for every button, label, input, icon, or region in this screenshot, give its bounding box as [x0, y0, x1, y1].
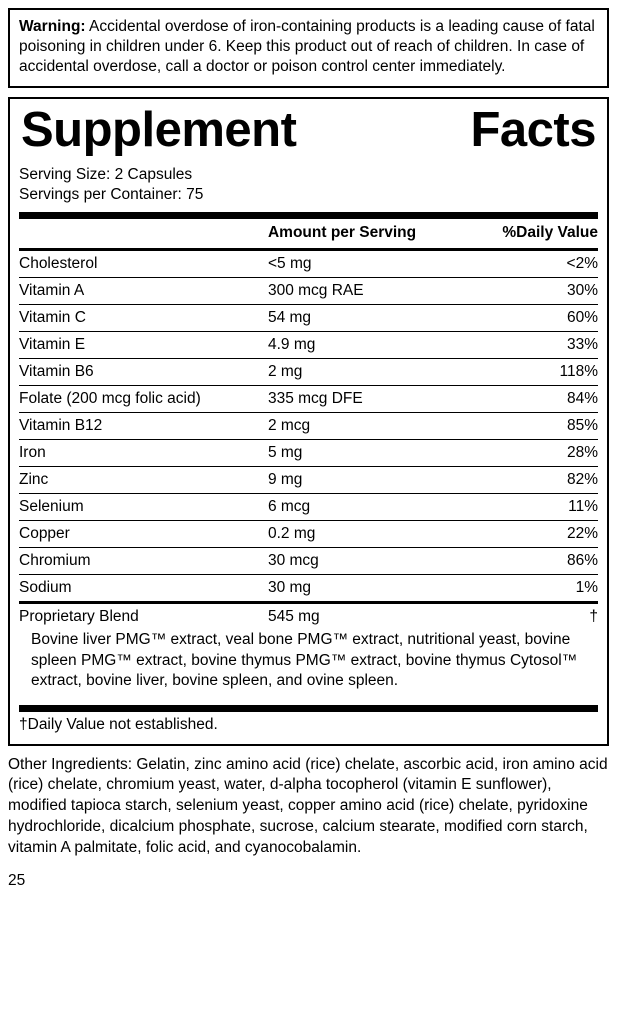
- title-word-facts: Facts: [470, 103, 596, 158]
- table-row: [19, 251, 598, 278]
- supplement-facts-title: [19, 103, 598, 158]
- nutrient-amount: 6 mcg: [268, 494, 465, 521]
- header-daily-value: %Daily Value: [502, 224, 598, 242]
- serving-info: [19, 165, 598, 205]
- proprietary-blend-table: [19, 604, 598, 630]
- nutrient-daily-value: 118%: [465, 359, 598, 386]
- header-amount-per-serving: Amount per Serving: [267, 224, 417, 242]
- proprietary-blend-body: [19, 604, 598, 630]
- nutrient-name: Zinc: [19, 467, 268, 494]
- table-row: [19, 386, 598, 413]
- nutrient-amount: <5 mg: [267, 255, 312, 273]
- nutrient-amount: 335 mcg DFE: [268, 386, 465, 413]
- header-nutrient: [19, 219, 268, 248]
- nutrition-table: [19, 219, 598, 248]
- daily-value-footnote: †Daily Value not established.: [19, 715, 218, 733]
- table-row: [19, 548, 598, 575]
- nutrient-amount: 9 mg: [268, 467, 465, 494]
- table-header-row: [19, 219, 598, 248]
- nutrient-amount: 30 mcg: [268, 548, 465, 575]
- warning-label: Warning:: [19, 18, 86, 35]
- nutrition-table-body: [19, 251, 598, 601]
- nutrient-daily-value: 85%: [465, 413, 598, 440]
- table-row: [19, 305, 598, 332]
- table-row: [19, 521, 598, 548]
- nutrient-amount: 54 mg: [268, 305, 465, 332]
- nutrient-daily-value: 82%: [465, 467, 598, 494]
- nutrient-daily-value: 22%: [465, 521, 598, 548]
- proprietary-blend-name: Proprietary Blend: [19, 608, 139, 626]
- nutrient-daily-value: 1%: [465, 575, 598, 602]
- other-ingredients: Other Ingredients: Gelatin, zinc amino acid (rice) chelate, ascorbic acid, iron amino acid (rice) chelate, chromium yeast, water, d-alpha tocopherol (vitamin E sunflower), modified tapioca starch, selenium yeast, copper amino acid (rice) chelate, pyridoxine hydrochloride, dicalcium phosphate, sucrose, calcium stearate, modified corn starch, vitamin A palmitate, folic acid, and cyanocobalamin.: [8, 755, 608, 856]
- table-row: [19, 467, 598, 494]
- nutrient-name: Cholesterol: [19, 255, 98, 273]
- nutrient-amount: 2 mg: [268, 359, 465, 386]
- nutrient-amount: 5 mg: [268, 440, 465, 467]
- proprietary-blend-amount: 545 mg: [267, 608, 320, 626]
- proprietary-blend-daily-value: †: [589, 608, 598, 626]
- thick-divider-bottom: [19, 705, 598, 712]
- nutrient-name: Copper: [19, 521, 268, 548]
- servings-per-container: Servings per Container: 75: [19, 186, 204, 203]
- nutrient-name: Vitamin A: [19, 278, 268, 305]
- nutrient-name: Chromium: [19, 548, 268, 575]
- warning-text: Accidental overdose of iron-containing products is a leading cause of fatal poisoning in children under 6. Keep this product out of reach of children. In case of accidental overdose, call a doctor or poison control center immediately.: [19, 18, 595, 76]
- nutrient-name: Vitamin C: [19, 305, 268, 332]
- nutrient-name: Vitamin B12: [19, 413, 268, 440]
- supplement-facts-panel: [8, 97, 609, 745]
- nutrient-daily-value: 84%: [465, 386, 598, 413]
- nutrient-amount: 0.2 mg: [268, 521, 465, 548]
- nutrient-amount: 4.9 mg: [268, 332, 465, 359]
- table-row: [19, 575, 598, 602]
- table-row: [19, 332, 598, 359]
- nutrient-daily-value: 28%: [465, 440, 598, 467]
- title-word-supplement: Supplement: [21, 103, 297, 158]
- table-row: [19, 359, 598, 386]
- nutrient-rows-table: [19, 251, 598, 601]
- nutrient-name: Sodium: [19, 575, 268, 602]
- proprietary-blend-row: [19, 604, 598, 630]
- nutrient-daily-value: 86%: [465, 548, 598, 575]
- thick-divider-top: [19, 212, 598, 219]
- nutrient-name: Folate (200 mcg folic acid): [19, 386, 268, 413]
- nutrient-daily-value: <2%: [566, 255, 598, 273]
- nutrient-name: Iron: [19, 440, 268, 467]
- nutrient-name: Vitamin E: [19, 332, 268, 359]
- proprietary-blend-description: Bovine liver PMG™ extract, veal bone PMG™ extract, nutritional yeast, bovine spleen PMG™ extract, bovine thymus PMG™ extract, bovine thymus Cytosol™ extract, bovine liver, bovine spleen, and ovine spleen.: [31, 631, 578, 690]
- table-row: [19, 494, 598, 521]
- page-number: 25: [8, 872, 26, 890]
- nutrient-daily-value: 30%: [465, 278, 598, 305]
- nutrient-amount: 30 mg: [268, 575, 465, 602]
- nutrient-daily-value: 11%: [465, 494, 598, 521]
- nutrient-daily-value: 60%: [465, 305, 598, 332]
- nutrient-amount: 300 mcg RAE: [268, 278, 465, 305]
- nutrient-name: Vitamin B6: [19, 359, 268, 386]
- nutrient-amount: 2 mcg: [268, 413, 465, 440]
- nutrition-table-head: [19, 219, 598, 248]
- warning-box: [8, 8, 609, 88]
- table-row: [19, 440, 598, 467]
- table-row: [19, 413, 598, 440]
- serving-size: Serving Size: 2 Capsules: [19, 165, 193, 183]
- nutrient-name: Selenium: [19, 494, 268, 521]
- nutrient-daily-value: 33%: [465, 332, 598, 359]
- table-row: [19, 278, 598, 305]
